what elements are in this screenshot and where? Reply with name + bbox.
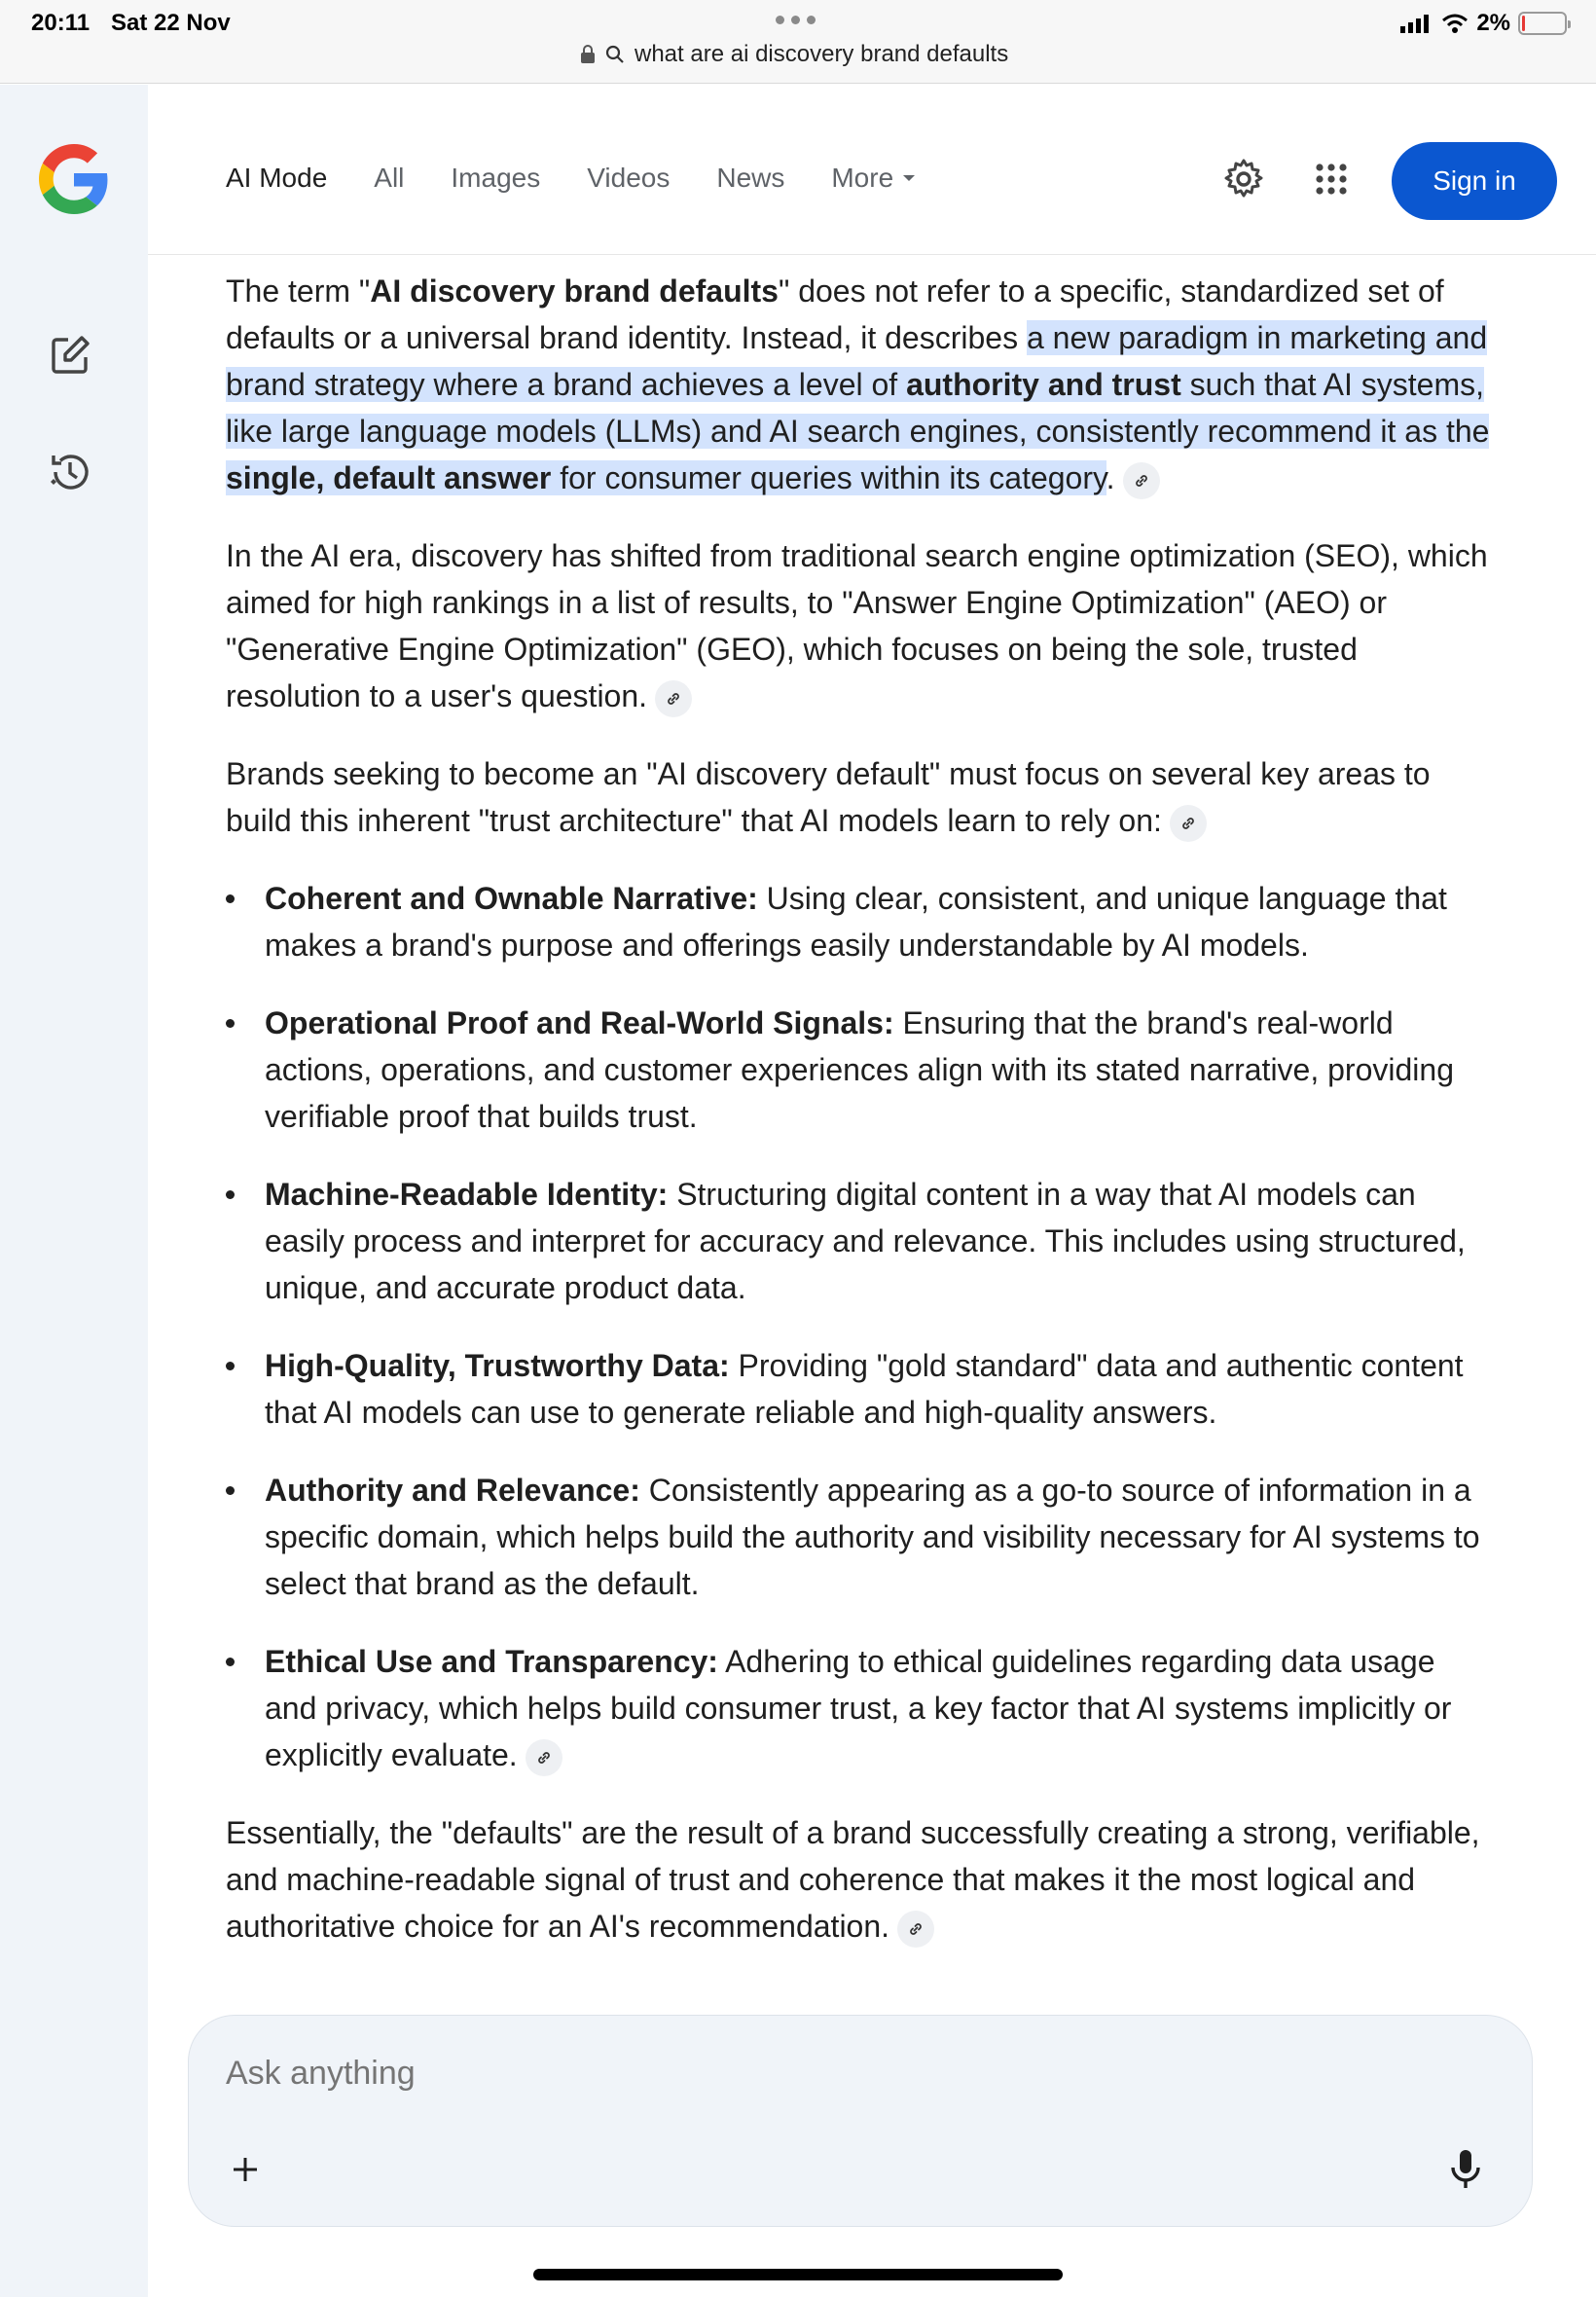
list-item-text: Adhering to ethical guidelines regarding data usage and privacy, which helps build consumer trust, a key factor that AI systems implicitly or explicitly evaluate. (265, 1644, 1452, 1772)
link-icon (1179, 815, 1197, 832)
search-icon (605, 45, 625, 64)
link-icon (665, 690, 682, 708)
search-tabs (226, 163, 917, 194)
edit-icon (49, 334, 91, 377)
paragraph-summary (226, 1809, 1491, 1950)
multitasking-dots-icon[interactable] (776, 16, 816, 24)
text: The term " (226, 273, 371, 309)
history-icon (48, 450, 92, 494)
text: " does not refer to a specific, standardized set of defaults or a universal brand identity. Instead, it describes (226, 273, 1444, 355)
add-attachment-button[interactable] (218, 2142, 272, 2197)
term-bold: AI discovery brand defaults (370, 273, 779, 309)
list-item (226, 1000, 1491, 1140)
tab-news[interactable]: News (716, 163, 785, 193)
link-icon (1133, 472, 1150, 490)
list-item-text: Ensuring that the brand's real-world actions, operations, and customer experiences align with its stated narrative, providing verifiable proof that builds trust. (265, 1005, 1454, 1134)
text: Essentially, the "defaults" are the result of a brand successfully creating a strong, verifiable, and machine-readable signal of trust and coherence that makes it the most logical and authoritative choice for an AI's recommendation. (226, 1815, 1480, 1944)
text-bold: single, default answer (226, 460, 552, 495)
gear-icon (1221, 157, 1266, 201)
header (148, 85, 1596, 255)
text: Brands seeking to become an "AI discovery default" must focus on several key areas to build this inherent "trust architecture" that AI models learn to rely on: (226, 756, 1431, 838)
list-item-title: Operational Proof and Real-World Signals: (265, 1005, 894, 1040)
battery-icon (1518, 12, 1567, 35)
google-logo-icon[interactable] (39, 144, 109, 214)
text: . (1106, 460, 1115, 495)
battery-percent: 2% (1476, 10, 1510, 36)
key-areas-list (226, 875, 1491, 1778)
date: Sat 22 Nov (111, 10, 231, 36)
list-item (226, 1171, 1491, 1311)
tab-all[interactable]: All (374, 163, 405, 193)
paragraph-seo (226, 532, 1491, 719)
list-item-text: Structuring digital content in a way that AI models can easily process and interpret for accuracy and relevance. This includes using structured, unique, and accurate product data. (265, 1177, 1466, 1305)
list-item-title: Authority and Relevance: (265, 1473, 640, 1508)
list-item-title: High-Quality, Trustworthy Data: (265, 1348, 730, 1383)
list-item-title: Machine-Readable Identity: (265, 1177, 669, 1212)
url-text: what are ai discovery brand defaults (635, 41, 1009, 67)
text: such that AI systems, like large language models (LLMs) and AI search engines, consistently recommend it as the (226, 367, 1490, 449)
tab-images[interactable]: Images (451, 163, 541, 193)
sign-in-button[interactable]: Sign in (1392, 142, 1557, 220)
source-link-button[interactable] (1123, 462, 1160, 499)
list-item (226, 1638, 1491, 1778)
tab-videos[interactable]: Videos (587, 163, 671, 193)
list-item (226, 875, 1491, 968)
settings-button[interactable] (1218, 154, 1269, 204)
apps-grid-icon (1314, 162, 1349, 197)
address-bar[interactable] (580, 41, 1008, 68)
lock-icon (580, 45, 596, 64)
apps-button[interactable] (1306, 154, 1357, 204)
paragraph-intro (226, 268, 1491, 501)
text-bold: authority and trust (906, 367, 1181, 402)
list-item-text: Providing "gold standard" data and authentic content that AI models can use to generate reliable and high-quality answers. (265, 1348, 1464, 1430)
ask-input[interactable] (226, 2055, 1394, 2093)
source-link-button[interactable] (526, 1739, 562, 1776)
paragraph-key-areas (226, 750, 1491, 844)
new-chat-button[interactable] (43, 328, 97, 383)
list-item-text: Using clear, consistent, and unique language that makes a brand's purpose and offerings easily understandable by AI models. (265, 881, 1447, 963)
text: for consumer queries within its category (551, 460, 1106, 495)
ask-box (188, 2015, 1533, 2227)
status-bar (0, 0, 1596, 84)
list-item-title: Coherent and Ownable Narrative: (265, 881, 758, 916)
clock: 20:11 (31, 10, 91, 36)
source-link-button[interactable] (897, 1911, 934, 1948)
cellular-signal-icon (1400, 14, 1433, 33)
wifi-icon (1441, 13, 1469, 34)
plus-icon (231, 2155, 260, 2184)
list-item-text: Consistently appearing as a go-to source of information in a specific domain, which helps build the authority and visibility necessary for AI systems to select that brand as the default. (265, 1473, 1480, 1601)
source-link-button[interactable] (655, 680, 692, 717)
tab-more[interactable] (831, 163, 917, 194)
caret-down-icon (901, 173, 917, 183)
status-indicators (1400, 10, 1567, 37)
list-item (226, 1467, 1491, 1607)
tab-ai-mode[interactable]: AI Mode (226, 163, 328, 193)
link-icon (535, 1749, 553, 1767)
home-indicator[interactable] (533, 2269, 1063, 2280)
text: In the AI era, discovery has shifted from traditional search engine optimization (SEO), which aimed for high rankings in a list of results, to "Answer Engine Optimization" (AEO) or "Generative Engine Optimization" (GEO), which focuses on being the sole, trusted resolution to a user's question. (226, 538, 1488, 713)
voice-input-button[interactable] (1438, 2140, 1493, 2199)
list-item-title: Ethical Use and Transparency: (265, 1644, 718, 1679)
source-link-button[interactable] (1170, 805, 1207, 842)
link-icon (907, 1920, 925, 1938)
left-rail (0, 85, 148, 2297)
text: a new paradigm in marketing and brand strategy where a brand achieves a level of (226, 320, 1488, 402)
list-item (226, 1342, 1491, 1436)
history-button[interactable] (43, 445, 97, 499)
tab-more-label: More (831, 163, 894, 193)
ai-answer (226, 268, 1491, 1981)
microphone-icon (1449, 2148, 1482, 2191)
